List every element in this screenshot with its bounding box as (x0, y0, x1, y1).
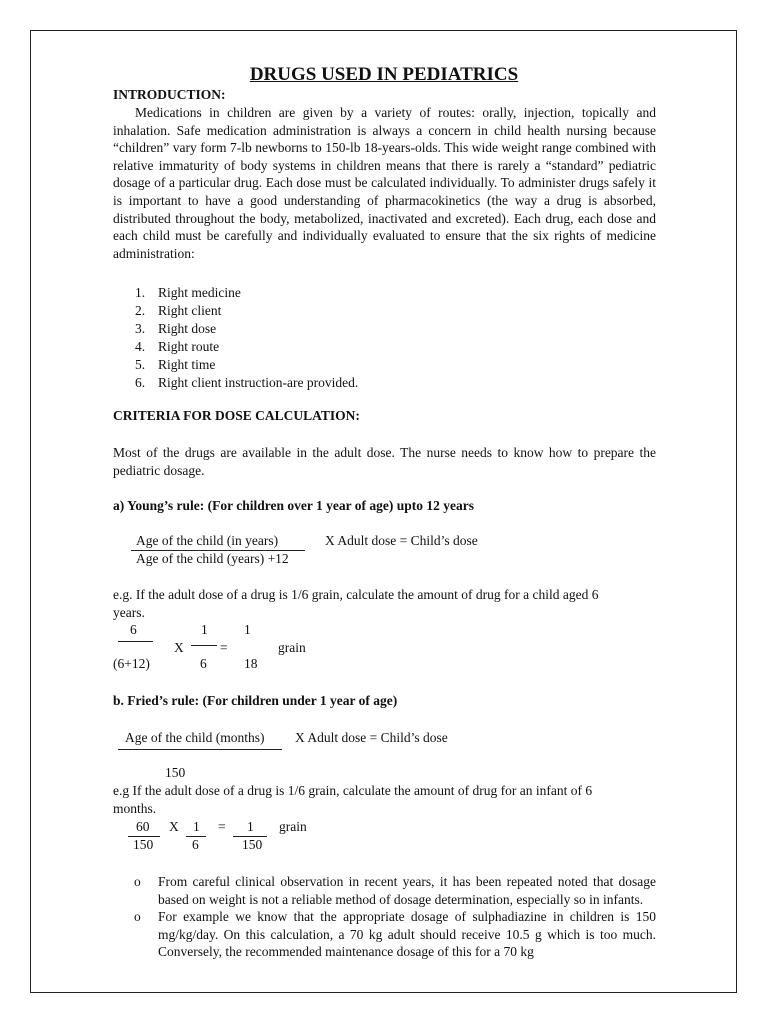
fried-example-line1: e.g If the adult dose of a drug is 1/6 grain, calculate the amount of drug for an infant of 6 (113, 783, 593, 798)
fried-calc-d3: 150 (242, 837, 263, 852)
introduction-paragraph: Medications in children are given by a variety of routes: orally, injection, topically and inhalation. Safe medication administration is always a concern in child health nursing because “children” vary form 7-lb newborns to 150-lb 18-years-olds. This wide weight range combined with relative immaturity of body systems in children means that there is rarely a “standard” pediatric dosage of a particular drug. Each dose must be calculated individually. To administer drugs safely it is important to have a good understanding of pharmacokinetics (the way a drug is absorbed, distributed throughout the body, metabolized, inactivated and excreted). Each drug, each dose and each child must be carefully and individually evaluated to ensure that the six rights of medicine administration: (113, 105, 656, 261)
list-item (135, 338, 358, 356)
list-item (134, 873, 656, 908)
fried-calc-unit: grain (279, 819, 307, 834)
young-numerator: Age of the child (in years) (136, 533, 279, 548)
fried-denominator: 150 (165, 765, 186, 780)
young-example-line2: years. (113, 605, 145, 620)
criteria-paragraph: Most of the drugs are available in the adult dose. The nurse needs to know how to prepare the pediatric dosage. (113, 445, 656, 478)
young-calc-d2: 6 (200, 656, 207, 671)
young-denominator: Age of the child (years) +12 (136, 551, 289, 566)
fried-calc-n3: 1 (247, 819, 254, 834)
fried-numerator: Age of the child (months) (125, 730, 265, 745)
bullet-marker: o (134, 874, 141, 889)
list-item (135, 302, 358, 320)
young-example-line1: e.g. If the adult dose of a drug is 1/6 grain, calculate the amount of drug for a child aged 6 (113, 587, 599, 602)
fried-calc-eq: = (218, 819, 226, 834)
young-result: X Adult dose = Child’s dose (325, 533, 478, 548)
list-item (135, 374, 358, 392)
list-number: 5. (135, 357, 146, 372)
list-number: 6. (135, 375, 146, 390)
young-calc-d3: 18 (244, 656, 258, 671)
young-calc-n1: 6 (130, 622, 137, 637)
list-number: 3. (135, 321, 146, 336)
fried-calc-d1: 150 (133, 837, 154, 852)
young-calc-line1 (118, 641, 153, 642)
fried-example-line2: months. (113, 801, 157, 816)
frieds-rule-heading: b. Fried’s rule: (For children under 1 year of age) (113, 693, 398, 708)
list-text: Right client instruction-are provided. (158, 375, 359, 390)
fried-fraction-line (118, 749, 282, 750)
list-text: Right route (158, 339, 220, 354)
fried-calc-n2: 1 (193, 819, 200, 834)
list-number: 1. (135, 285, 146, 300)
fried-calc-d2: 6 (192, 837, 199, 852)
young-calc-n3: 1 (244, 622, 251, 637)
criteria-heading: CRITERIA FOR DOSE CALCULATION: (113, 408, 360, 423)
list-item (134, 908, 656, 961)
list-item (135, 284, 358, 302)
young-calc-n2: 1 (201, 622, 208, 637)
list-text: Right client (158, 303, 222, 318)
young-calc-d1: (6+12) (113, 656, 150, 671)
list-number: 2. (135, 303, 146, 318)
fried-calc-n1: 60 (136, 819, 150, 834)
document-title: DRUGS USED IN PEDIATRICS (249, 64, 519, 85)
youngs-rule-heading: a) Young’s rule: (For children over 1 year of age) upto 12 years (113, 498, 474, 513)
fried-result: X Adult dose = Child’s dose (295, 730, 448, 745)
list-number: 4. (135, 339, 146, 354)
list-text: Right time (158, 357, 216, 372)
list-text: Right medicine (158, 285, 241, 300)
young-calc-eq: = (220, 640, 228, 655)
young-calc-x: X (174, 640, 184, 655)
bullet-text: For example we know that the appropriate dosage of sulphadiazine in children is 150 mg/kg/day. On this calculation, a 70 kg adult should receive 10.5 g which is too much. Conversely, the recommended maintenance dosage of this for a 70 kg (158, 909, 656, 960)
list-text: Right dose (158, 321, 217, 336)
bullet-text: From careful clinical observation in recent years, it has been repeated noted that dosage based on weight is not a reliable method of dosage determination, especially so in infants. (158, 874, 656, 907)
notes-bullet-list (134, 873, 656, 961)
six-rights-list (135, 284, 358, 392)
introduction-heading: INTRODUCTION: (113, 87, 226, 102)
list-item (135, 320, 358, 338)
young-calc-unit: grain (278, 640, 306, 655)
young-calc-line2 (191, 645, 217, 646)
bullet-marker: o (134, 909, 141, 925)
list-item (135, 356, 358, 374)
fried-calc-x: X (169, 819, 179, 834)
